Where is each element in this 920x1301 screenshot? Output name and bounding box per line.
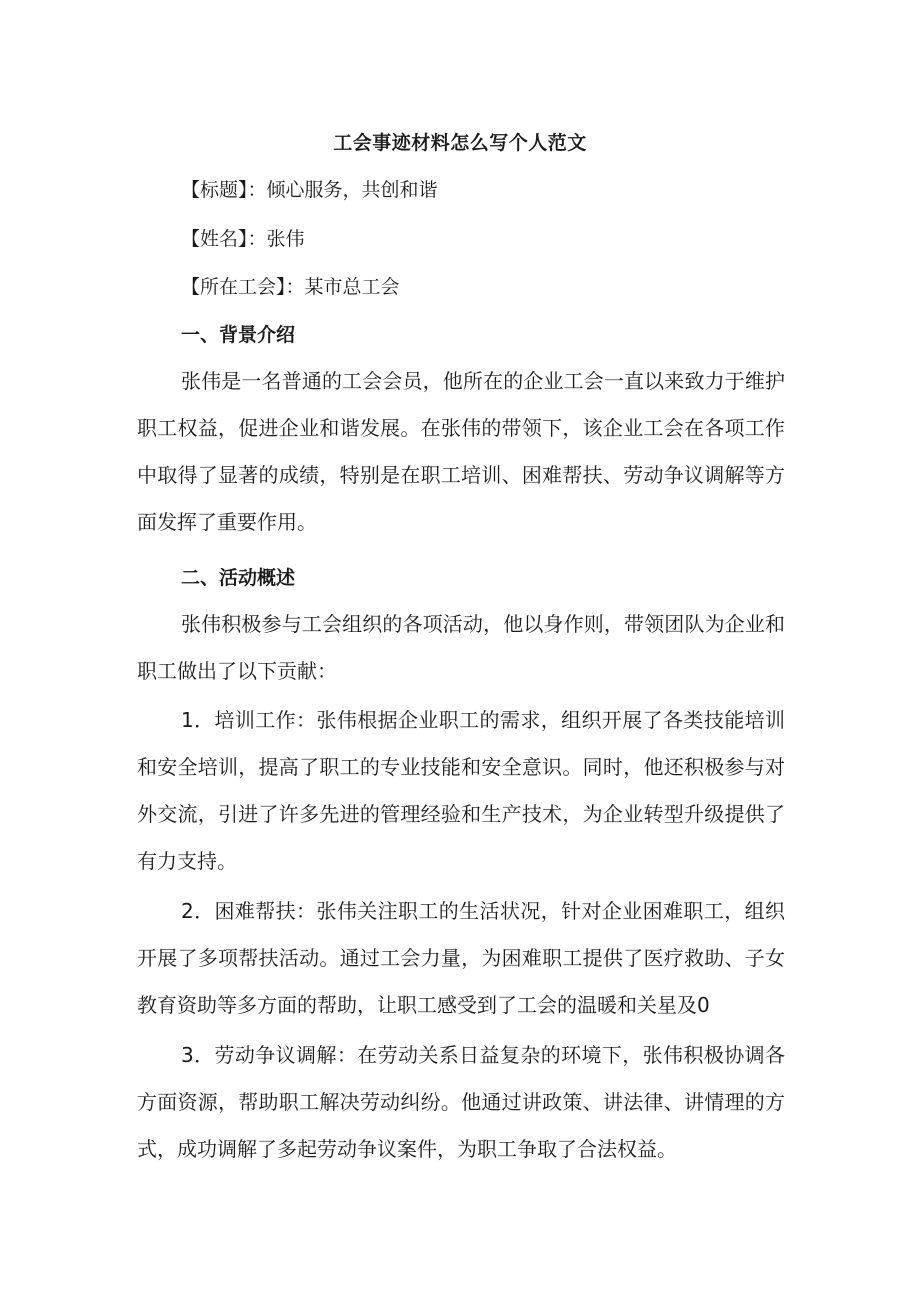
meta-subject: 【标题】：倾心服务，共创和谐 bbox=[181, 179, 438, 201]
meta-union: 【所在工会】：某市总工会 bbox=[181, 276, 400, 298]
section-heading-activities: 二、活动概述 bbox=[181, 567, 296, 589]
paragraph-background: 张伟是一名普通的工会会员，他所在的企业工会一直以来致力于维护职工权益，促进企业和谐发展。在张伟的带领下，该企业工会在各项工作中取得了显著的成绩，特别是在职工培训、困难帮扶、劳动争议调解等方面发挥了重要作用。 bbox=[137, 369, 785, 534]
meta-name: 【姓名】：张伟 bbox=[181, 228, 305, 250]
section-heading-background: 一、背景介绍 bbox=[181, 324, 296, 346]
paragraph-activities-intro: 张伟积极参与工会组织的各项活动，他以身作则，带领团队为企业和职工做出了以下贡献： bbox=[137, 612, 785, 683]
paragraph-assistance: 2．困难帮扶：张伟关注职工的生活状况，针对企业困难职工，组织开展了多项帮扶活动。通过工会力量，为困难职工提供了医疗救助、子女教育资助等多方面的帮助，让职工感受到了工会的温暖和关星及0 bbox=[137, 899, 785, 1017]
paragraph-training: 1．培训工作：张伟根据企业职工的需求，组织开展了各类技能培训和安全培训，提高了职工的专业技能和安全意识。同时，他还积极参与对外交流，引进了许多先进的管理经验和生产技术，为企业转型升级提供了有力支持。 bbox=[137, 708, 785, 873]
paragraph-mediation: 3．劳动争议调解：在劳动关系日益复杂的环境下，张伟积极协调各方面资源，帮助职工解决劳动纠纷。他通过讲政策、讲法律、讲情理的方式，成功调解了多起劳动争议案件，为职工争取了合法权益。 bbox=[137, 1043, 785, 1161]
document-title: 工会事迹材料怎么写个人范文 bbox=[333, 132, 587, 154]
